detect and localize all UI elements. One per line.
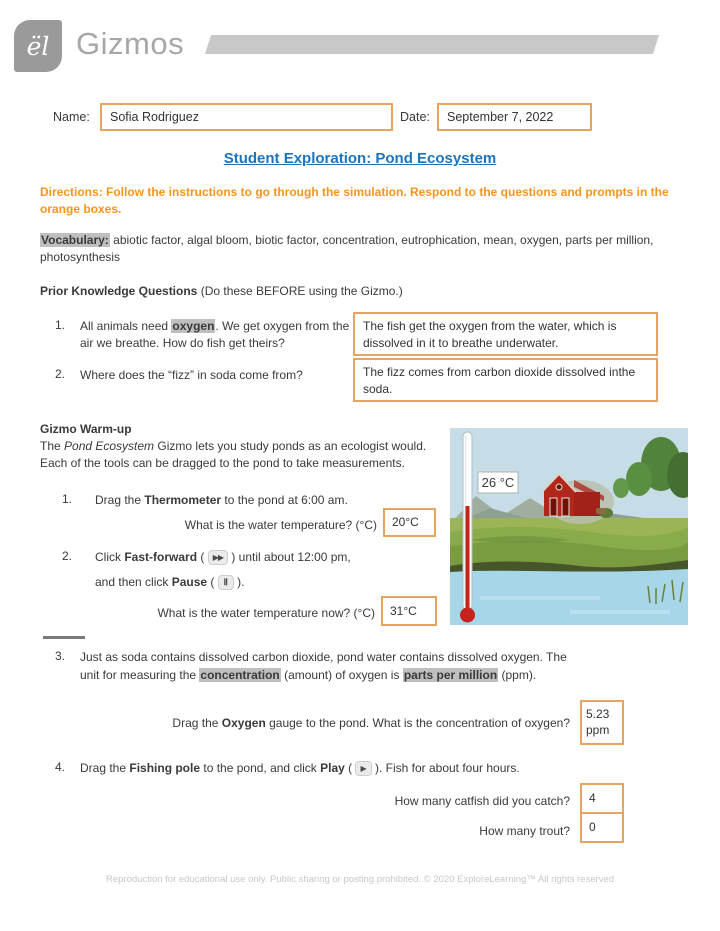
warmup-item-4-seg: ). Fish for about four hours. (371, 761, 520, 775)
header-rule (205, 35, 659, 54)
question-1-answer-box[interactable]: The fish get the oxygen from the water, which is dissolved in it to breathe underwater. (353, 312, 658, 356)
air-temp-value: 26 °C (481, 475, 515, 490)
water-temp-now-question: What is the water temperature now? (°C) (157, 606, 375, 620)
warmup-item-1-text (95, 492, 440, 509)
explorelearning-logo (14, 20, 62, 72)
pond-simulation-image (450, 428, 688, 625)
warmup-item-3-seg: (amount) of oxygen is (280, 667, 403, 682)
brand-name: Gizmos (76, 26, 185, 61)
pond-water (450, 569, 688, 625)
logo-el-script-icon: ël (26, 31, 50, 61)
warmup-item-2-line-2 (95, 574, 440, 591)
date-input[interactable]: September 7, 2022 (437, 103, 592, 131)
warmup-heading: Gizmo Warm-up (40, 422, 132, 436)
water-temp-answer-box[interactable]: 20°C (383, 508, 436, 537)
name-input[interactable]: Sofia Rodriguez (100, 103, 393, 131)
warmup-item-2-seg: and then click (95, 575, 172, 589)
warmup-item-3-seg: Just as soda contains dissolved carbon dioxide, pond water contains dissolved oxygen. The unit for measuring the (80, 650, 567, 682)
warmup-item-4-seg: Drag the (80, 761, 130, 775)
water-temp-question: What is the water temperature? (°C) (184, 518, 377, 532)
thermometer-keyword: Thermometer (144, 493, 222, 507)
warmup-item-1-number: 1. (62, 492, 73, 506)
parts-per-million-keyword: parts per million (403, 667, 498, 682)
name-label: Name: (53, 110, 90, 124)
oxygen-keyword: Oxygen (221, 716, 266, 730)
vocabulary-terms: abiotic factor, algal bloom, biotic factor, concentration, eutrophication, mean, oxygen, parts per million, photosynthesis (40, 233, 654, 264)
pause-icon: Ⅱ (218, 575, 234, 590)
gizmo-title-italic: Pond Ecosystem (64, 439, 155, 453)
oxygen-answer-box[interactable]: 5.23 ppm (580, 700, 624, 745)
fishing-pole-keyword: Fishing pole (129, 761, 201, 775)
water-temp-now-answer-box[interactable]: 31°C (381, 596, 437, 626)
question-1-text (80, 318, 356, 352)
warmup-item-4-number: 4. (55, 760, 66, 774)
warmup-item-2-seg: ( (197, 550, 208, 564)
page-title: Student Exploration: Pond Ecosystem (223, 150, 497, 167)
warmup-intro-seg: The (40, 439, 65, 453)
fast-forward-icon: ▶▶ (208, 550, 228, 565)
concentration-keyword: concentration (200, 667, 280, 682)
prior-knowledge-note: (Do these BEFORE using the Gizmo.) (197, 284, 403, 298)
vocabulary-paragraph (40, 232, 695, 266)
pause-keyword: Pause (171, 575, 208, 589)
question-1-seg: All animals need (80, 319, 172, 333)
question-2-answer-box[interactable]: The fizz comes from carbon dioxide dissolved inthe soda. (353, 358, 658, 402)
warmup-item-1-seg: Drag the (95, 493, 145, 507)
question-1-number: 1. (55, 318, 66, 332)
warmup-item-4-seg: ( (344, 761, 356, 775)
catfish-question: How many catfish did you catch? (394, 794, 570, 808)
warmup-item-4-text (80, 760, 680, 777)
question-2-text: Where does the “fizz” in soda come from? (80, 368, 303, 382)
warmup-item-3-seg: (ppm). (498, 667, 537, 682)
warmup-item-2-seg: Click (95, 550, 125, 564)
warmup-item-3-number: 3. (55, 649, 66, 663)
date-label: Date: (400, 110, 430, 124)
warmup-item-4-seg: to the pond, and click (200, 761, 321, 775)
warmup-item-3-text (80, 649, 580, 684)
prior-knowledge-title: Prior Knowledge Questions (40, 284, 198, 298)
warmup-intro (40, 438, 438, 472)
copyright-footer: Reproduction for educational use only. Public sharing or posting prohibited. © 2020 ExploreLearning™ All rights reserved (106, 874, 614, 885)
oxygen-question-seg: Drag the (172, 716, 222, 730)
trout-answer-box[interactable]: 0 (580, 812, 624, 843)
prior-knowledge-heading (40, 284, 403, 298)
warmup-item-1-seg: to the pond at 6:00 am. (221, 493, 348, 507)
warmup-item-2-number: 2. (62, 549, 73, 563)
question-1-keyword: oxygen (172, 319, 215, 333)
question-2-number: 2. (55, 367, 66, 381)
play-keyword: Play (320, 761, 345, 775)
trout-question: How many trout? (479, 824, 570, 838)
vocabulary-label: Vocabulary: (41, 233, 109, 247)
catfish-answer-box[interactable]: 4 (580, 783, 624, 814)
warmup-item-2-seg: ( (207, 575, 218, 589)
play-icon: ▶ (355, 761, 371, 776)
oxygen-question (0, 716, 570, 730)
footnote-divider (43, 636, 85, 639)
warmup-item-2-seg: ) until about 12:00 pm, (228, 550, 351, 564)
question-1-seg: . We get oxygen from the air we breathe. How do fish get theirs? (80, 319, 350, 350)
warmup-intro-seg: Gizmo lets you study ponds as an ecologist would. Each of the tools can be dragged to the pond to take measurements. (40, 439, 427, 470)
warmup-item-2-line-1 (95, 549, 440, 566)
warmup-item-2-seg: ). (233, 575, 245, 589)
directions-text: Directions: Follow the instructions to go through the simulation. Respond to the questions and prompts in the orange boxes. (40, 185, 669, 216)
air-temp-readout (478, 472, 518, 493)
oxygen-question-seg: gauge to the pond. What is the concentration of oxygen? (265, 716, 570, 730)
fast-forward-keyword: Fast-forward (124, 550, 198, 564)
